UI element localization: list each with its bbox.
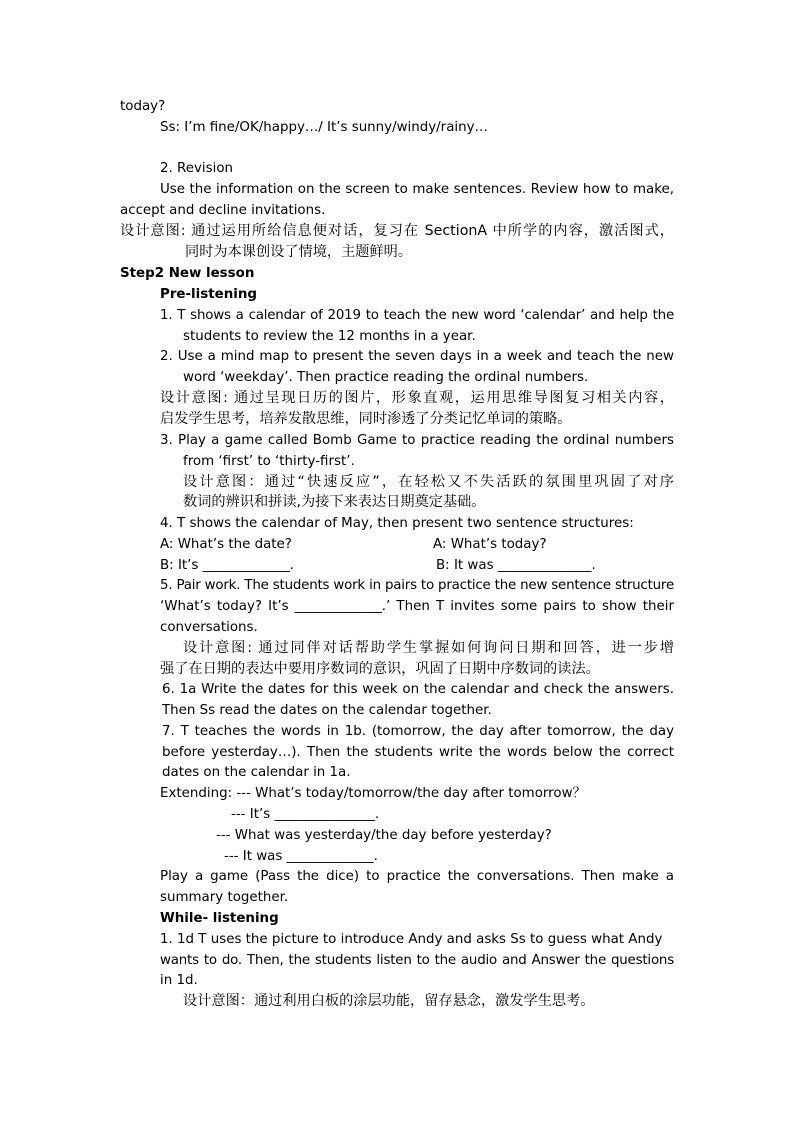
text-line: 5. Pair work. The students work in pairs to practice the new sentence structure [160,578,674,593]
design-intent-line: 设计意图: 通过运用所给信息便对话，复习在 SectionA 中所学的内容，激活图式， [120,223,674,239]
text-line: 1. T shows a calendar of 2019 to teach the new word ‘calendar’ and help the [160,308,674,323]
design-intent-line: 设计意图：通过利用白板的涂层功能，留存悬念，激发学生思考。 [183,993,595,1009]
text-line: wants to do. Then, the students listen to the audio and Answer the questions [160,953,674,968]
text-line: A: What’s the date? [160,537,292,552]
text-line: Then Ss read the dates on the calendar together. [162,703,492,718]
text-line: 1. 1d T uses the picture to introduce Andy and asks Ss to guess what Andy [160,932,663,947]
text-line: B: It’s _____________. [160,558,294,573]
text-line: 7. T teaches the words in 1b. (tomorrow, the day after tomorrow, the day [162,724,674,739]
text-line: B: It was ______________. [436,558,596,573]
text-line: Extending: --- What’s today/tomorrow/the day after tomorrow？ [160,786,586,801]
text-line: word ‘weekday’. Then practice reading the ordinal numbers. [183,370,589,385]
design-intent-line: 数词的辨识和拼读,为接下来表达日期奠定基础。 [183,494,486,510]
design-intent-line: 设计意图: 通过呈现日历的图片，形象直观，运用思维导图复习相关内容， [160,390,674,406]
text-line: Use the information on the screen to make sentences. Review how to make, [160,182,674,197]
text-line: --- It was _____________. [224,849,378,864]
text-line: Ss: I’m fine/OK/happy…/ It’s sunny/windy/rainy… [160,120,488,135]
text-line: from ‘first’ to ‘thirty-first’. [183,454,355,469]
section-heading: Step2 New lesson [120,266,255,281]
text-line: Play a game (Pass the dice) to practice the conversations. Then make a [160,869,674,884]
subsection-heading: Pre-listening [160,287,257,302]
text-line: accept and decline invitations. [120,203,326,218]
text-line: summary together. [160,890,289,905]
text-line: --- It’s _______________. [231,807,380,822]
design-intent-line: 强了在日期的表达中要用序数词的意识，巩固了日期中序数词的读法。 [160,661,600,677]
subsection-heading: While- listening [160,911,279,926]
text-line: dates on the calendar in 1a. [162,765,351,780]
text-line: before yesterday…). Then the students write the words below the correct [162,745,674,760]
text-line: conversations. [160,620,258,635]
text-line: 2. Revision [160,161,233,176]
text-line: A: What’s today? [433,537,547,552]
text-line: 6. 1a Write the dates for this week on the calendar and check the answers. [162,682,674,697]
text-line: today? [120,99,166,114]
text-line: 4. T shows the calendar of May, then present two sentence structures: [160,516,634,531]
text-line: students to review the 12 months in a year. [183,329,476,344]
text-line: ‘What’s today? It’s _____________.’ Then T invites some pairs to show their [160,599,674,614]
text-line: 3. Play a game called Bomb Game to practice reading the ordinal numbers [160,433,674,448]
design-intent-line: 设计意图：通过“快速反应”，在轻松又不失活跃的氛围里巩固了对序 [183,474,674,490]
text-line: in 1d. [160,973,198,988]
design-intent-line: 同时为本课创设了情境，主题鲜明。 [185,244,413,260]
text-line: --- What was yesterday/the day before yesterday? [216,828,552,843]
design-intent-line: 设计意图: 通过同伴对话帮助学生掌握如何询问日期和回答，进一步增 [183,640,674,656]
design-intent-line: 启发学生思考，培养发散思维，同时渗透了分类记忆单词的策略。 [160,411,572,427]
text-line: 2. Use a mind map to present the seven days in a week and teach the new [160,349,674,364]
